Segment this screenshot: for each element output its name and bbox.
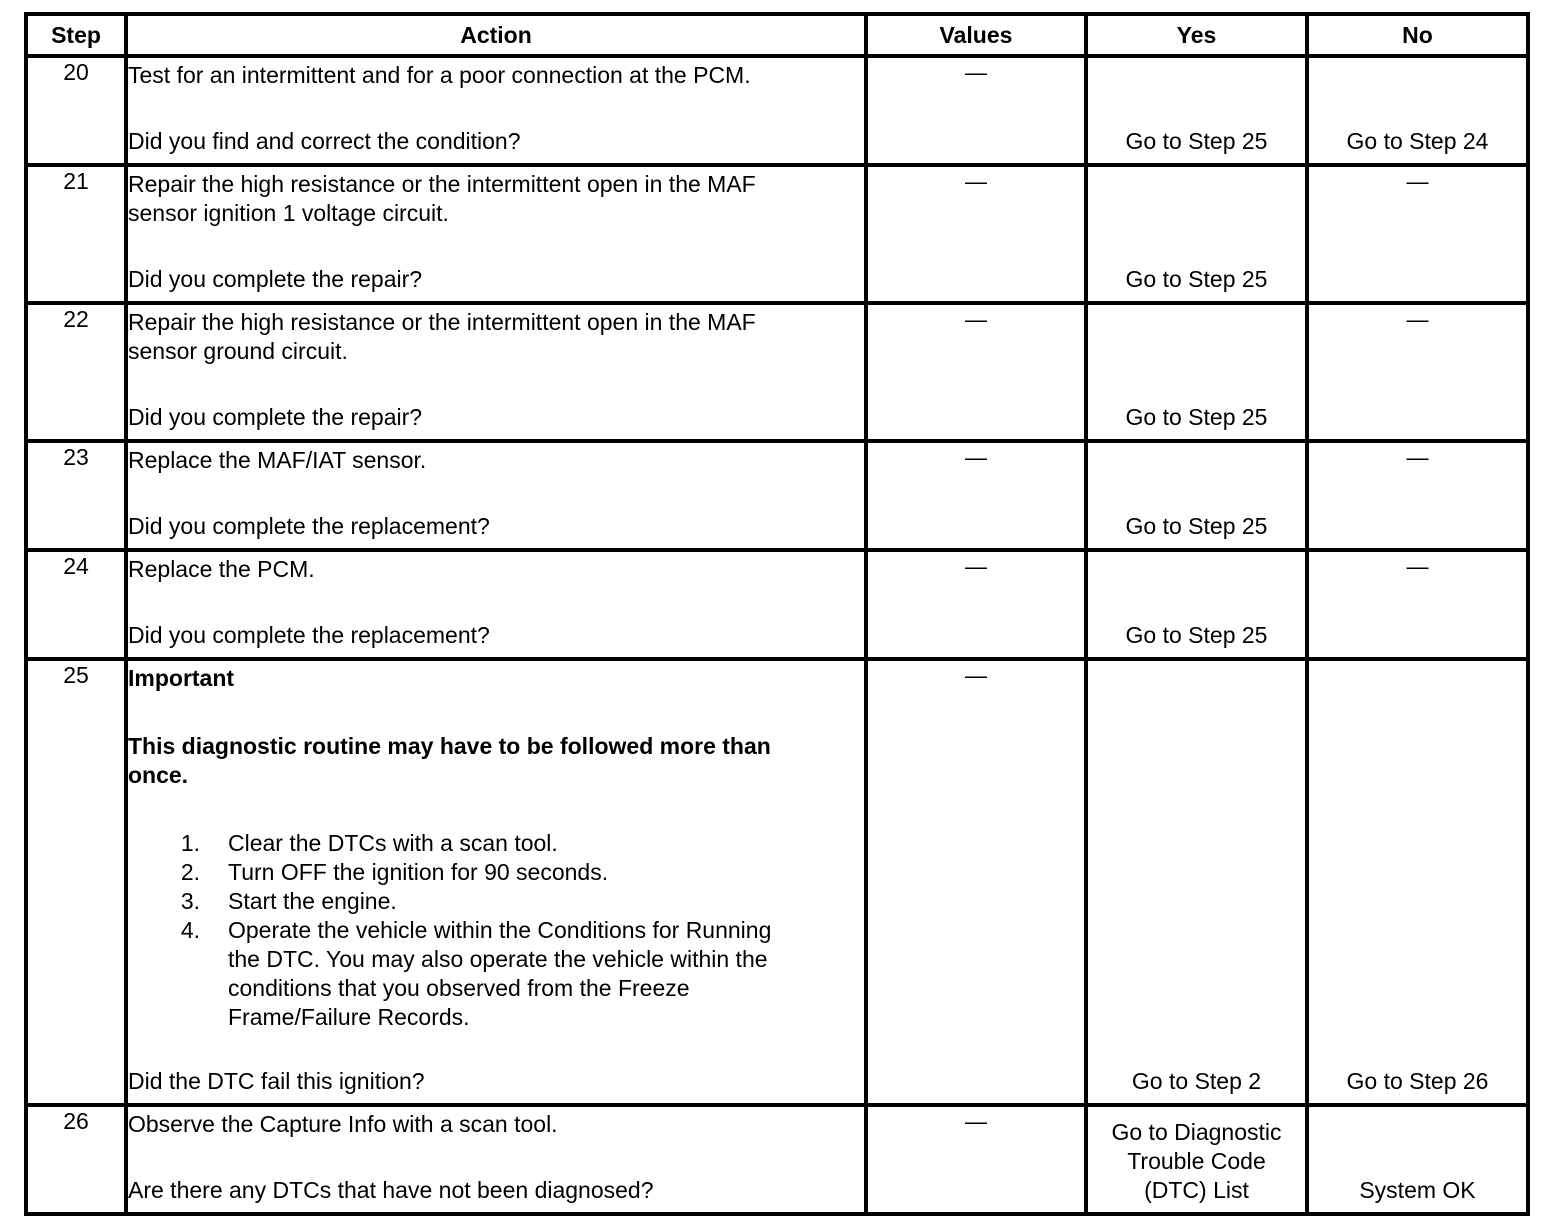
action-text: Replace the PCM. [128,556,315,582]
header-step: Step [26,14,126,56]
step-number: 26 [26,1105,126,1214]
action-text: Test for an intermittent and for a poor connection at the PCM. [128,62,751,88]
diagnostic-table [24,12,1530,1216]
yes-cell [1086,659,1307,1105]
list-text: Operate the vehicle within the Conditions for Running [228,917,772,943]
yes-link: (DTC) List [1144,1177,1249,1203]
header-values: Values [866,14,1086,56]
action-text: Repair the high resistance or the intermittent open in the MAF [128,309,756,335]
action-cell [126,165,866,303]
action-cell [126,659,866,1105]
action-question: Are there any DTCs that have not been diagnosed? [128,1177,654,1203]
table-row [26,659,1528,1105]
table-row [26,165,1528,303]
values-cell: — [866,441,1086,550]
action-text: Repair the high resistance or the intermittent open in the MAF [128,171,756,197]
step-number: 21 [26,165,126,303]
action-question: Did you find and correct the condition? [128,128,521,154]
table-row [26,303,1528,441]
list-number: 3. [180,888,200,914]
header-action: Action [126,14,866,56]
step-number: 22 [26,303,126,441]
values-cell: — [866,1105,1086,1214]
action-question: Did you complete the repair? [128,404,423,430]
yes-link: Go to Step 25 [1125,128,1268,154]
yes-link: Go to Diagnostic [1111,1119,1282,1145]
action-text: Observe the Capture Info with a scan tool. [128,1111,558,1137]
yes-cell [1086,165,1307,303]
action-question: Did you complete the repair? [128,266,423,292]
action-text: sensor ground circuit. [128,338,348,364]
step-number: 25 [26,659,126,1105]
action-question: Did the DTC fail this ignition? [128,1068,425,1094]
header-row [26,14,1528,56]
action-cell [126,303,866,441]
list-text: conditions that you observed from the Freeze [228,975,690,1001]
list-text: Frame/Failure Records. [228,1004,470,1030]
action-cell [126,441,866,550]
table-row [26,441,1528,550]
action-text: sensor ignition 1 voltage circuit. [128,200,449,226]
no-cell [1307,659,1528,1105]
list-text: the DTC. You may also operate the vehicle within the [228,946,768,972]
list-number: 2. [180,859,200,885]
yes-link: Go to Step 25 [1125,266,1268,292]
yes-cell [1086,1105,1307,1214]
no-link: Go to Step 26 [1346,1068,1489,1094]
yes-link: Go to Step 25 [1125,513,1268,539]
no-link: Go to Step 24 [1346,128,1489,154]
header-yes: Yes [1086,14,1307,56]
yes-link: Go to Step 2 [1131,1068,1262,1094]
procedure-list [128,829,864,1032]
values-cell: — [866,56,1086,165]
action-question: Did you complete the replacement? [128,622,490,648]
list-item [128,829,864,858]
list-number: 1. [180,830,200,856]
yes-cell [1086,550,1307,659]
values-cell: — [866,303,1086,441]
step-number: 24 [26,550,126,659]
no-cell: — [1307,165,1528,303]
list-item [128,916,864,1032]
list-text: Turn OFF the ignition for 90 seconds. [228,859,609,885]
yes-link: Go to Step 25 [1125,404,1268,430]
yes-cell [1086,303,1307,441]
action-cell [126,1105,866,1214]
list-number: 4. [180,917,200,943]
values-cell: — [866,165,1086,303]
list-text: Start the engine. [228,888,397,914]
header-no: No [1307,14,1528,56]
yes-cell [1086,56,1307,165]
no-cell: — [1307,303,1528,441]
table-row [26,550,1528,659]
table-row [26,56,1528,165]
no-cell: — [1307,441,1528,550]
yes-link: Trouble Code [1127,1148,1266,1174]
no-cell [1307,1105,1528,1214]
no-result: System OK [1359,1177,1476,1203]
table-row [26,1105,1528,1214]
yes-link: Go to Step 25 [1125,622,1268,648]
action-text: Replace the MAF/IAT sensor. [128,447,427,473]
step-number: 20 [26,56,126,165]
important-text: once. [128,762,189,788]
list-text: Clear the DTCs with a scan tool. [228,830,558,856]
important-label: Important [128,665,235,691]
no-cell: — [1307,550,1528,659]
important-text: This diagnostic routine may have to be followed more than [128,733,771,759]
values-cell: — [866,550,1086,659]
no-cell [1307,56,1528,165]
action-question: Did you complete the replacement? [128,513,490,539]
step-number: 23 [26,441,126,550]
action-cell [126,550,866,659]
values-cell: — [866,659,1086,1105]
list-item [128,887,864,916]
yes-cell [1086,441,1307,550]
list-item [128,858,864,887]
action-cell [126,56,866,165]
